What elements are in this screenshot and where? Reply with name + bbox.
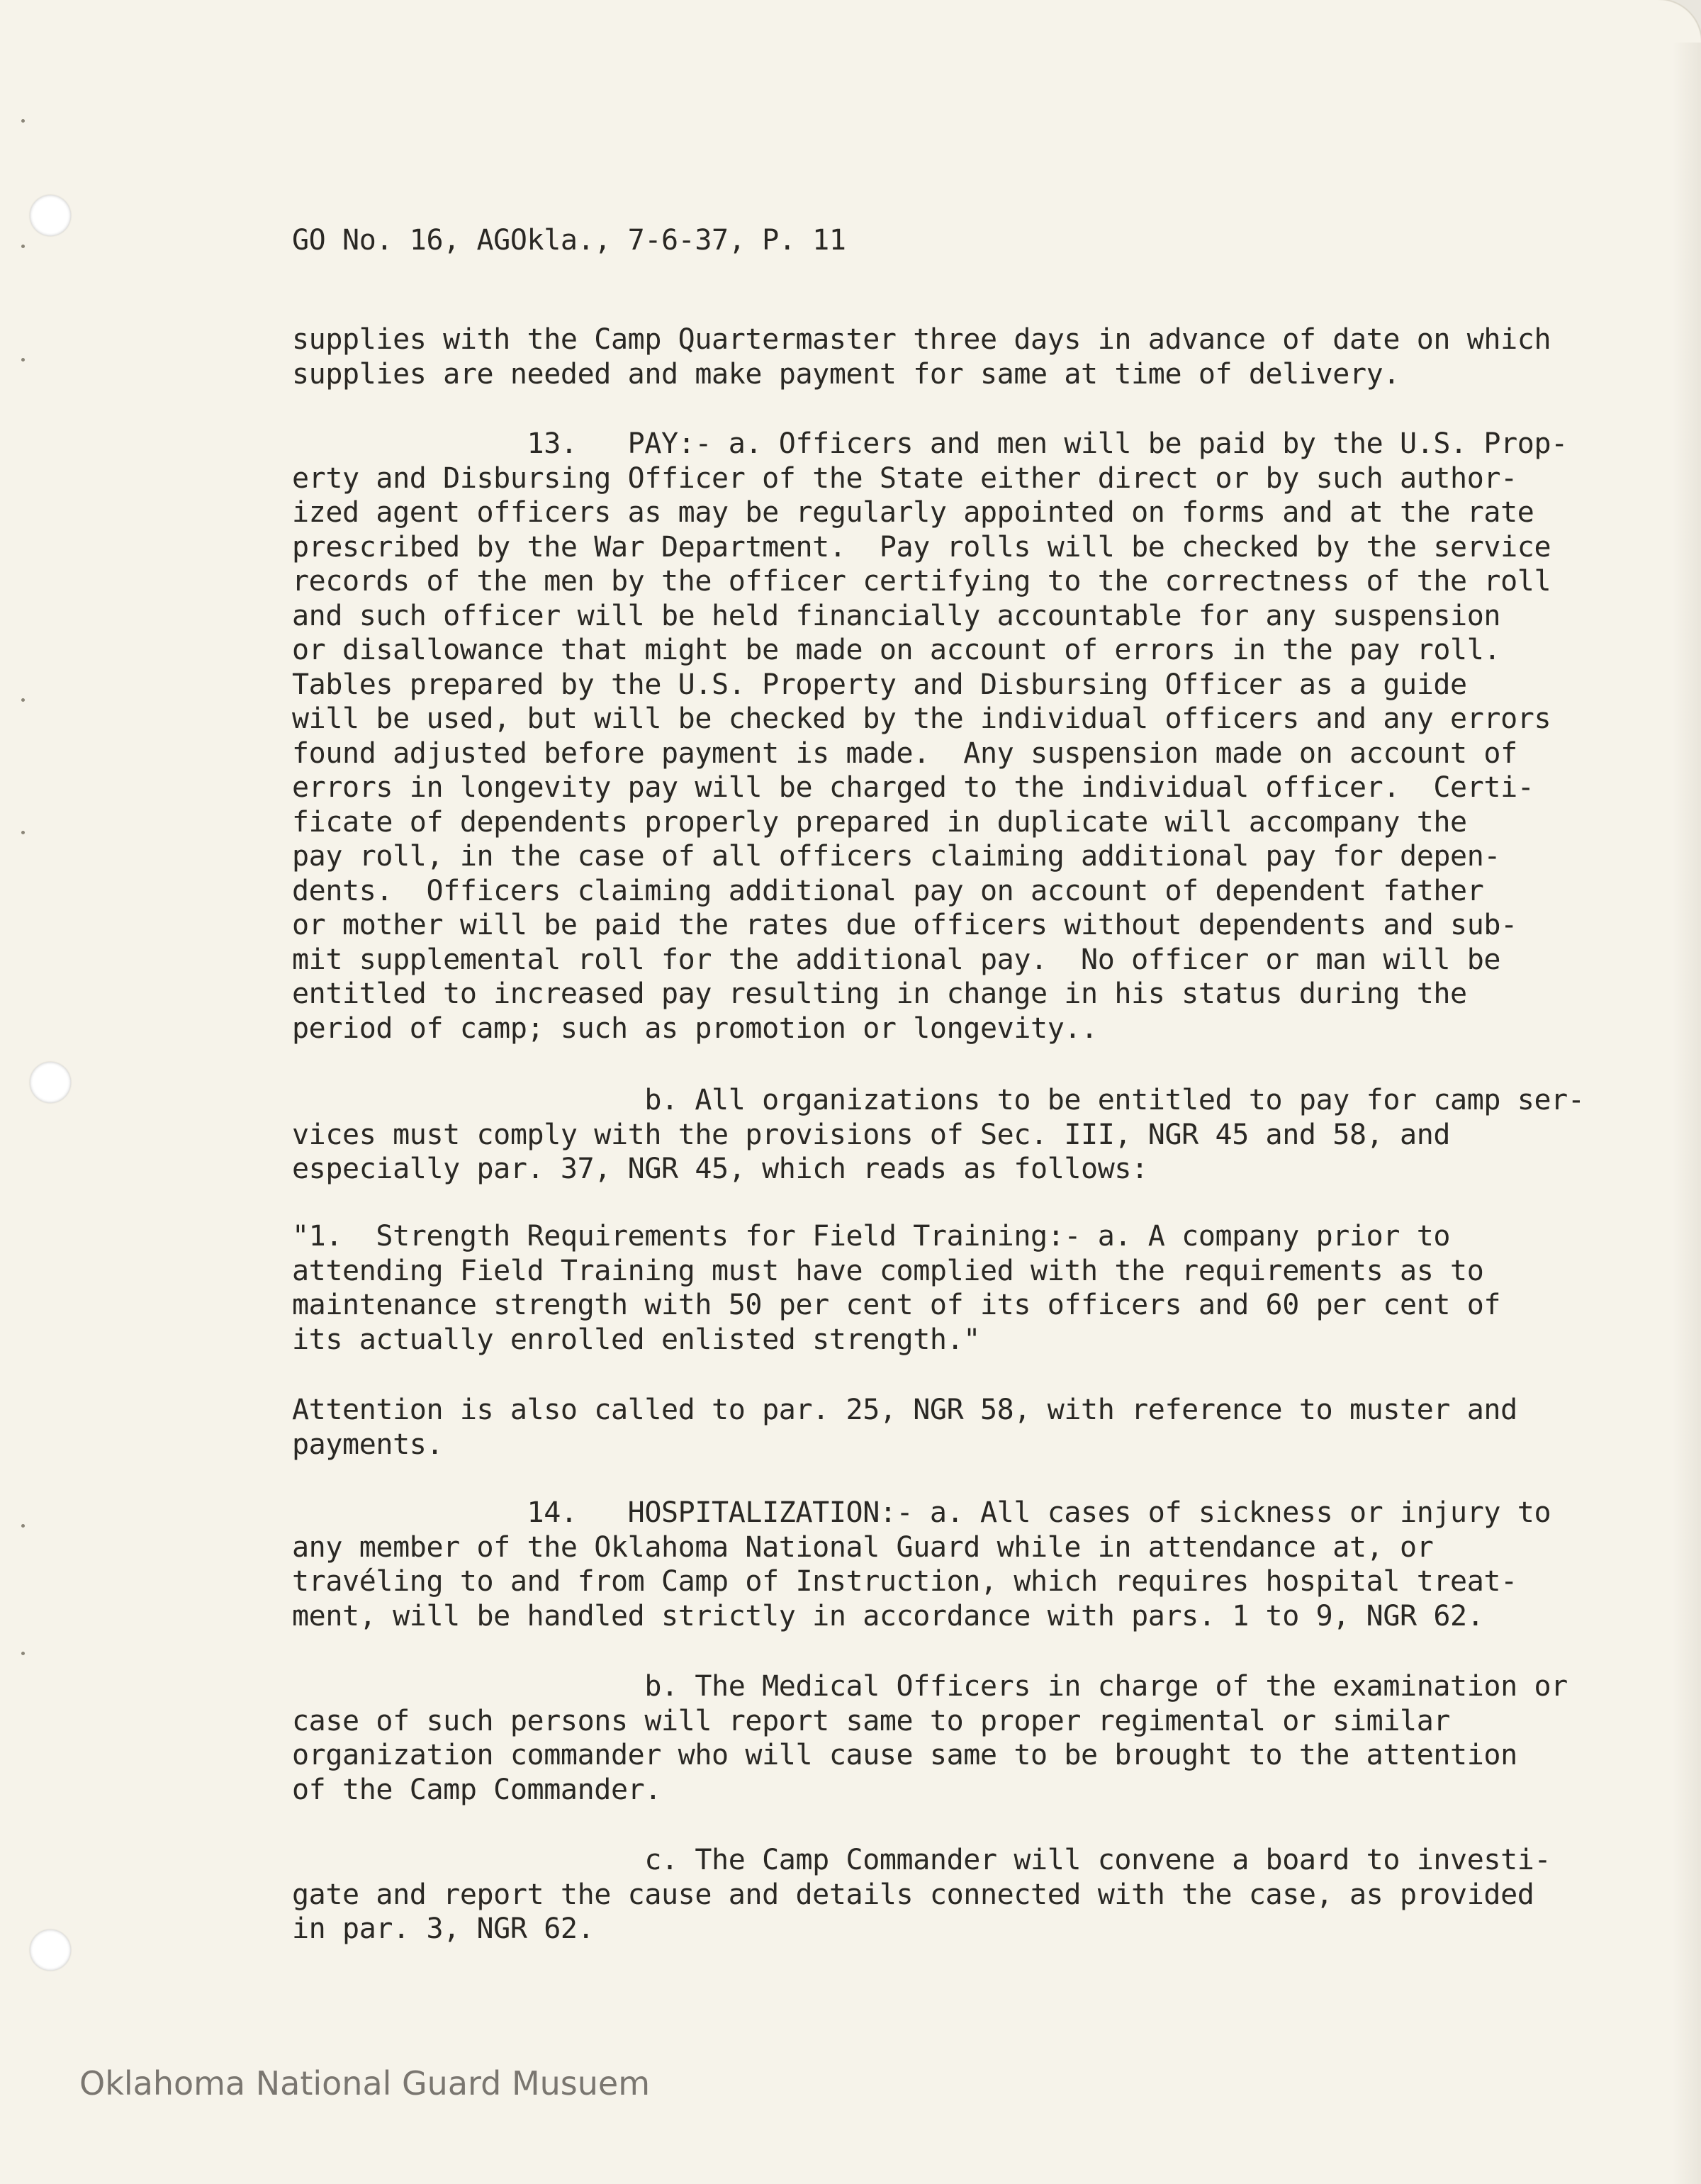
paper-speck [21,119,25,123]
paper-speck [21,1524,25,1528]
page-edge-shadow [1673,0,1701,2184]
paper-speck [21,358,25,362]
paragraph-14a-hospitalization: 14. HOSPITALIZATION:- a. All cases of sickness or injury to any member of the Oklahoma National Guard while in attendance at, or travéling to and from Camp of Instruction, which requires hospital treat- ment, will be handled strictly in accordance with pars. 1 to 9, NGR 62. [292,1496,1551,1633]
paper-speck [21,245,25,248]
page-header: GO No. 16, AGOkla., 7-6-37, P. 11 [292,224,846,257]
quoted-requirement: "1. Strength Requirements for Field Training:- a. A company prior to attending Field Training must have complied with the requirements as to maintenance strength with 50 per cent of its officers and 60 per cent of its actually enrolled enlisted strength." [292,1220,1501,1356]
paragraph-13b: b. All organizations to be entitled to pay for camp ser- vices must comply with the provisions of Sec. III, NGR 45 and 58, and especially par. 37, NGR 45, which reads as follows: [292,1084,1585,1185]
paragraph-14c: c. The Camp Commander will convene a board to investi- gate and report the cause and details connected with the case, as provided in par. 3, NGR 62. [292,1844,1551,1945]
paper-speck [21,831,25,834]
paragraph-13a-pay: 13. PAY:- a. Officers and men will be paid by the U.S. Prop- erty and Disbursing Officer of the State either direct or by such author- ized agent officers as may be regularly appointed on forms and at the rate prescribed by the War Department. Pay rolls will be checked by the service records of the men by the officer certifying to the correctness of the roll and such officer will be held financially accountable for any suspension or disallowance that might be made on account of errors in the pay roll. Tables prepared by the U.S. Property and Disbursing Officer as a guide will be used, but will be checked by the individual officers and any errors found adjusted before payment is made. Any suspension made on account of errors in longevity pay will be charged to the individual officer. Certi- ficate of dependents properly prepared in duplicate will accompany the pay roll, in the case of all officers claiming additional pay for depen- dents. Officers claiming additional pay on account of dependent father or mother will be paid the rates due officers without dependents and sub- mit supplemental roll for the additional pay. No officer or man will be entitled to increased pay resulting in change in his status during the period of camp; such as promotion or longevity.. [292,427,1568,1045]
punch-hole-bottom [30,1930,71,1971]
paragraph-14b: b. The Medical Officers in charge of the examination or case of such persons will report same to proper regimental or similar organization commander who will cause same to be brought to the attention of the Camp Commander. [292,1670,1568,1806]
paragraph-attention: Attention is also called to par. 25, NGR 58, with reference to muster and payments. [292,1394,1517,1461]
paper-speck [21,698,25,702]
punch-hole-top [30,195,71,236]
museum-watermark: Oklahoma National Guard Musuem [79,2064,651,2102]
paper-speck [21,1652,25,1655]
paragraph-continuation: supplies with the Camp Quartermaster three days in advance of date on which supplies are needed and make payment for same at time of delivery. [292,323,1551,391]
punch-hole-middle [30,1062,71,1103]
page-corner [1658,0,1701,43]
